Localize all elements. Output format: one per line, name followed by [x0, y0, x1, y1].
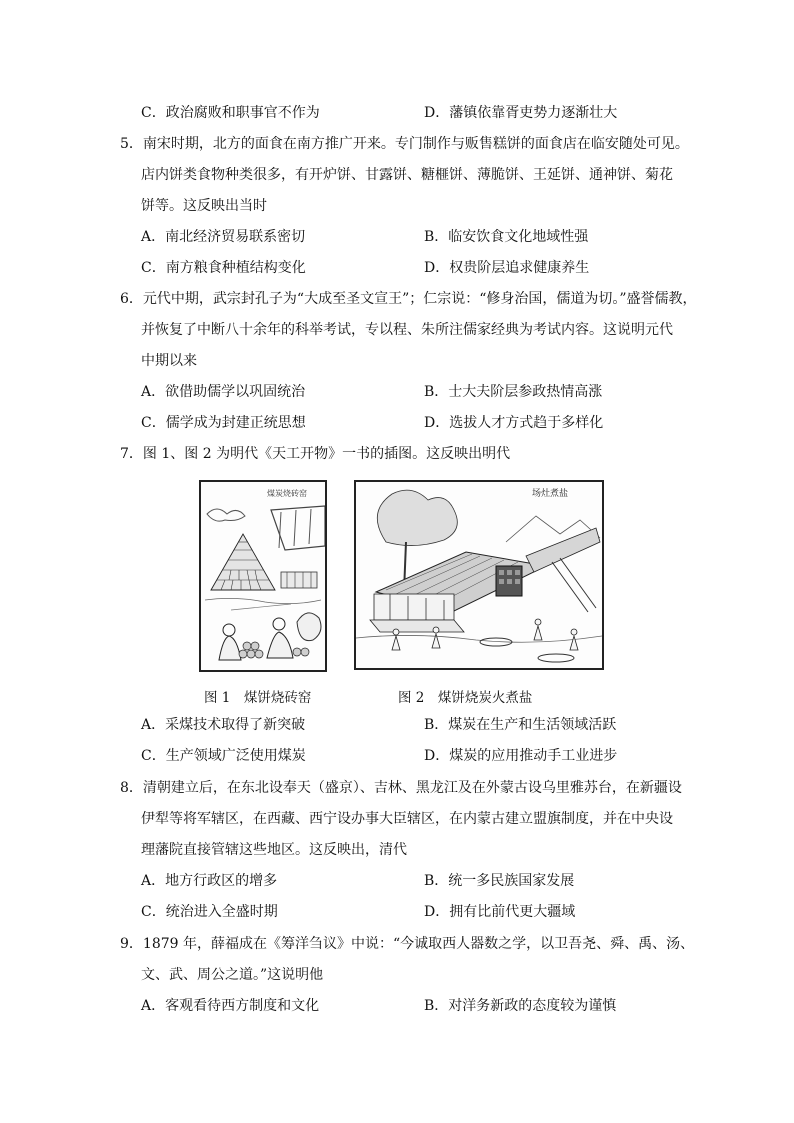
q5-option-d: D．权贵阶层追求健康养生 — [424, 260, 590, 276]
q9-option-b: B．对洋务新政的态度较为谨慎 — [424, 998, 617, 1014]
q8-stem-line-1: 8．清朝建立后，在东北设奉天（盛京）、吉林、黑龙江及在外蒙古设乌里雅苏台，在新疆设 — [120, 780, 682, 796]
q5-option-c: C．南方粮食种植结构变化 — [141, 260, 306, 276]
q7-option-d: D．煤炭的应用推动手工业进步 — [424, 748, 618, 764]
figure-1-caption: 图 1 煤饼烧砖窑 — [204, 690, 312, 706]
q5-stem-line-3: 饼等。这反映出当时 — [141, 198, 267, 214]
q6-stem-line-2: 并恢复了中断八十余年的科举考试，专以程、朱所注儒家经典为考试内容。这说明元代 — [141, 322, 673, 338]
figure-1-brick-kiln — [199, 480, 327, 672]
q6-stem-line-1: 6．元代中期，武宗封孔子为“大成至圣文宣王”；仁宗说：“修身治国，儒道为切。”盛誉儒教， — [120, 291, 697, 307]
q7-stem-line-1: 7．图 1、图 2 为明代《天工开物》一书的插图。这反映出明代 — [120, 446, 511, 462]
figure-2-title: 场灶煮盐 — [532, 489, 569, 499]
q4-option-c: C．政治腐败和职事官不作为 — [141, 105, 320, 121]
q8-option-a: A．地方行政区的增多 — [141, 873, 278, 889]
q5-option-a: A．南北经济贸易联系密切 — [141, 229, 306, 245]
q8-option-c: C．统治进入全盛时期 — [141, 904, 278, 920]
q5-stem-line-1: 5．南宋时期，北方的面食在南方推广开来。专门制作与贩售糕饼的面食店在临安随处可见。 — [120, 136, 689, 152]
q9-option-a: A．客观看待西方制度和文化 — [141, 998, 320, 1014]
q9-stem-line-1: 9．1879 年，薛福成在《筹洋刍议》中说：“今诚取西人器数之学，以卫吾尧、舜、禹、汤、 — [120, 936, 695, 952]
q4-option-d: D．藩镇依靠胥吏势力逐渐壮大 — [424, 105, 618, 121]
q9-stem-line-2: 文、武、周公之道。”这说明他 — [141, 967, 324, 983]
q8-option-b: B．统一多民族国家发展 — [424, 873, 575, 889]
q8-option-d: D．拥有比前代更大疆域 — [424, 904, 576, 920]
q6-option-c: C．儒学成为封建正统思想 — [141, 415, 306, 431]
q6-option-b: B．士大夫阶层参政热情高涨 — [424, 384, 603, 400]
q8-stem-line-3: 理藩院直接管辖这些地区。这反映出，清代 — [141, 842, 407, 858]
figure-1-title: 煤炭烧砖窑 — [267, 489, 307, 498]
q7-option-a: A．采煤技术取得了新突破 — [141, 717, 306, 733]
figure-2-caption: 图 2 煤饼烧炭火煮盐 — [398, 690, 533, 706]
q6-option-d: D．选拔人才方式趋于多样化 — [424, 415, 604, 431]
q6-option-a: A．欲借助儒学以巩固统治 — [141, 384, 306, 400]
figure-2-salt-boiling — [354, 480, 604, 670]
q6-stem-line-3: 中期以来 — [141, 353, 197, 369]
q5-stem-line-2: 店内饼类食物种类很多，有开炉饼、甘露饼、糖榧饼、薄脆饼、王延饼、通神饼、菊花 — [141, 167, 673, 183]
q5-option-b: B．临安饮食文化地域性强 — [424, 229, 589, 245]
q8-stem-line-2: 伊犁等将军辖区，在西藏、西宁设办事大臣辖区，在内蒙古建立盟旗制度，并在中央设 — [141, 811, 673, 827]
q7-option-c: C．生产领域广泛使用煤炭 — [141, 748, 306, 764]
q7-option-b: B．煤炭在生产和生活领域活跃 — [424, 717, 617, 733]
